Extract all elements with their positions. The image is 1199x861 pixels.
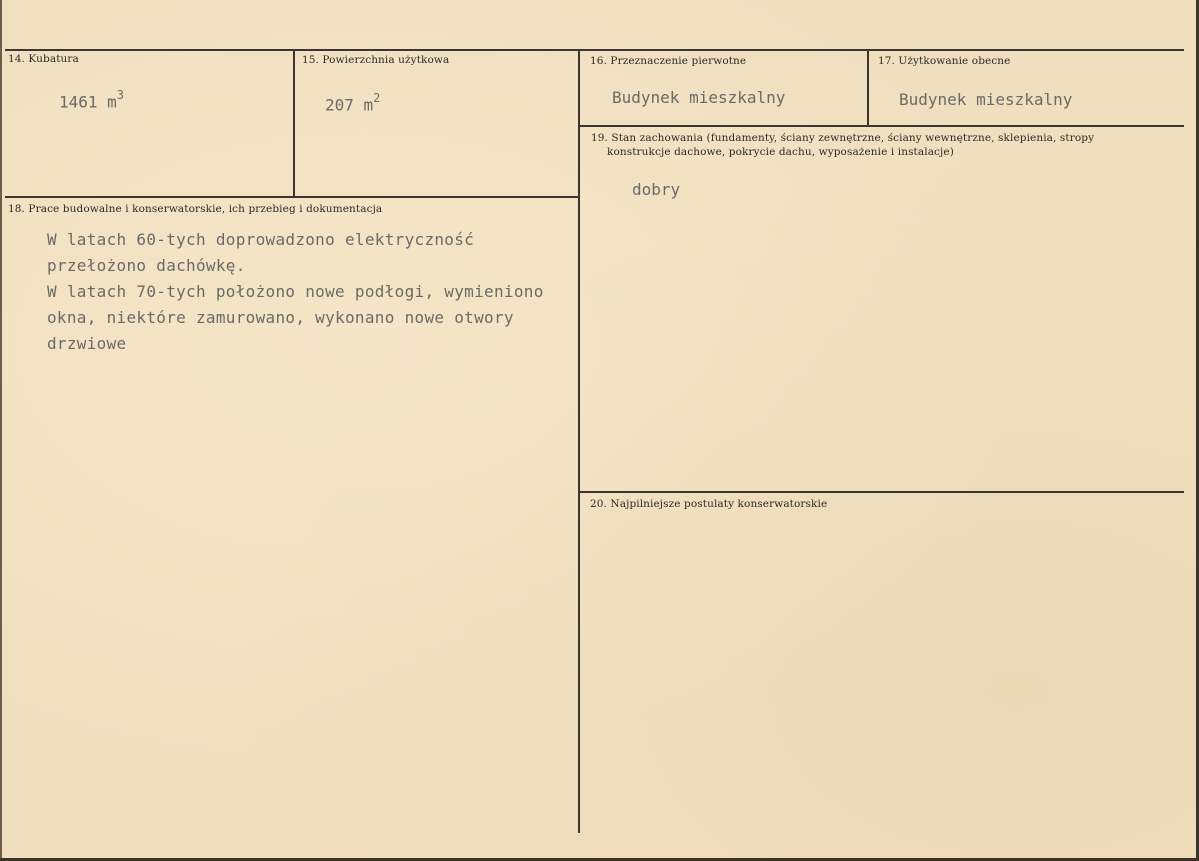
field-15-label: 15. Powierzchnia użytkowa (302, 54, 450, 66)
rule-under-14-15 (5, 196, 580, 198)
field-15-value (325, 93, 380, 114)
field-16-label: 16. Przeznaczenie pierwotne (590, 55, 747, 67)
divider-14-15 (293, 50, 295, 196)
field-19-label-line-1: 19. Stan zachowania (fundamenty, ściany zewnętrzne, ściany wewnętrzne, sklepienia, stropy (591, 132, 1095, 144)
divider-16-17 (867, 50, 869, 126)
main-vertical-divider (578, 50, 580, 833)
field-16-value: Budynek mieszkalny (612, 88, 786, 107)
field-18-text (47, 227, 544, 357)
rule-under-16-17 (580, 125, 1184, 127)
field-18-line: drzwiowe (47, 334, 127, 353)
field-18-line: W latach 70-tych położono nowe podłogi, wymieniono (47, 282, 544, 301)
field-18-label: 18. Prace budowalne i konserwatorskie, ich przebieg i dokumentacja (8, 203, 383, 215)
field-18-line: W latach 60-tych doprowadzono elektryczność (47, 230, 475, 249)
card-left-edge (0, 0, 2, 861)
cubature-number: 1461 m (59, 92, 117, 112)
field-17-value: Budynek mieszkalny (899, 90, 1073, 109)
field-14-value (59, 90, 124, 111)
area-number: 207 m (325, 95, 374, 115)
area-exponent: 2 (373, 91, 381, 105)
field-18-line: przełożono dachówkę. (47, 256, 246, 275)
cubature-exponent: 3 (116, 88, 125, 102)
field-19-value: dobry (632, 180, 681, 199)
rule-under-19 (580, 491, 1184, 493)
field-20-label: 20. Najpilniejsze postulaty konserwatorskie (590, 498, 828, 510)
field-18-line: okna, niektóre zamurowano, wykonano nowe otwory (47, 308, 514, 327)
top-rule (5, 49, 1184, 51)
field-19-label-line-2: konstrukcje dachowe, pokrycie dachu, wyposażenie i instalacje) (607, 146, 954, 158)
field-14-label: 14. Kubatura (8, 53, 79, 65)
field-17-label: 17. Użytkowanie obecne (878, 55, 1011, 67)
